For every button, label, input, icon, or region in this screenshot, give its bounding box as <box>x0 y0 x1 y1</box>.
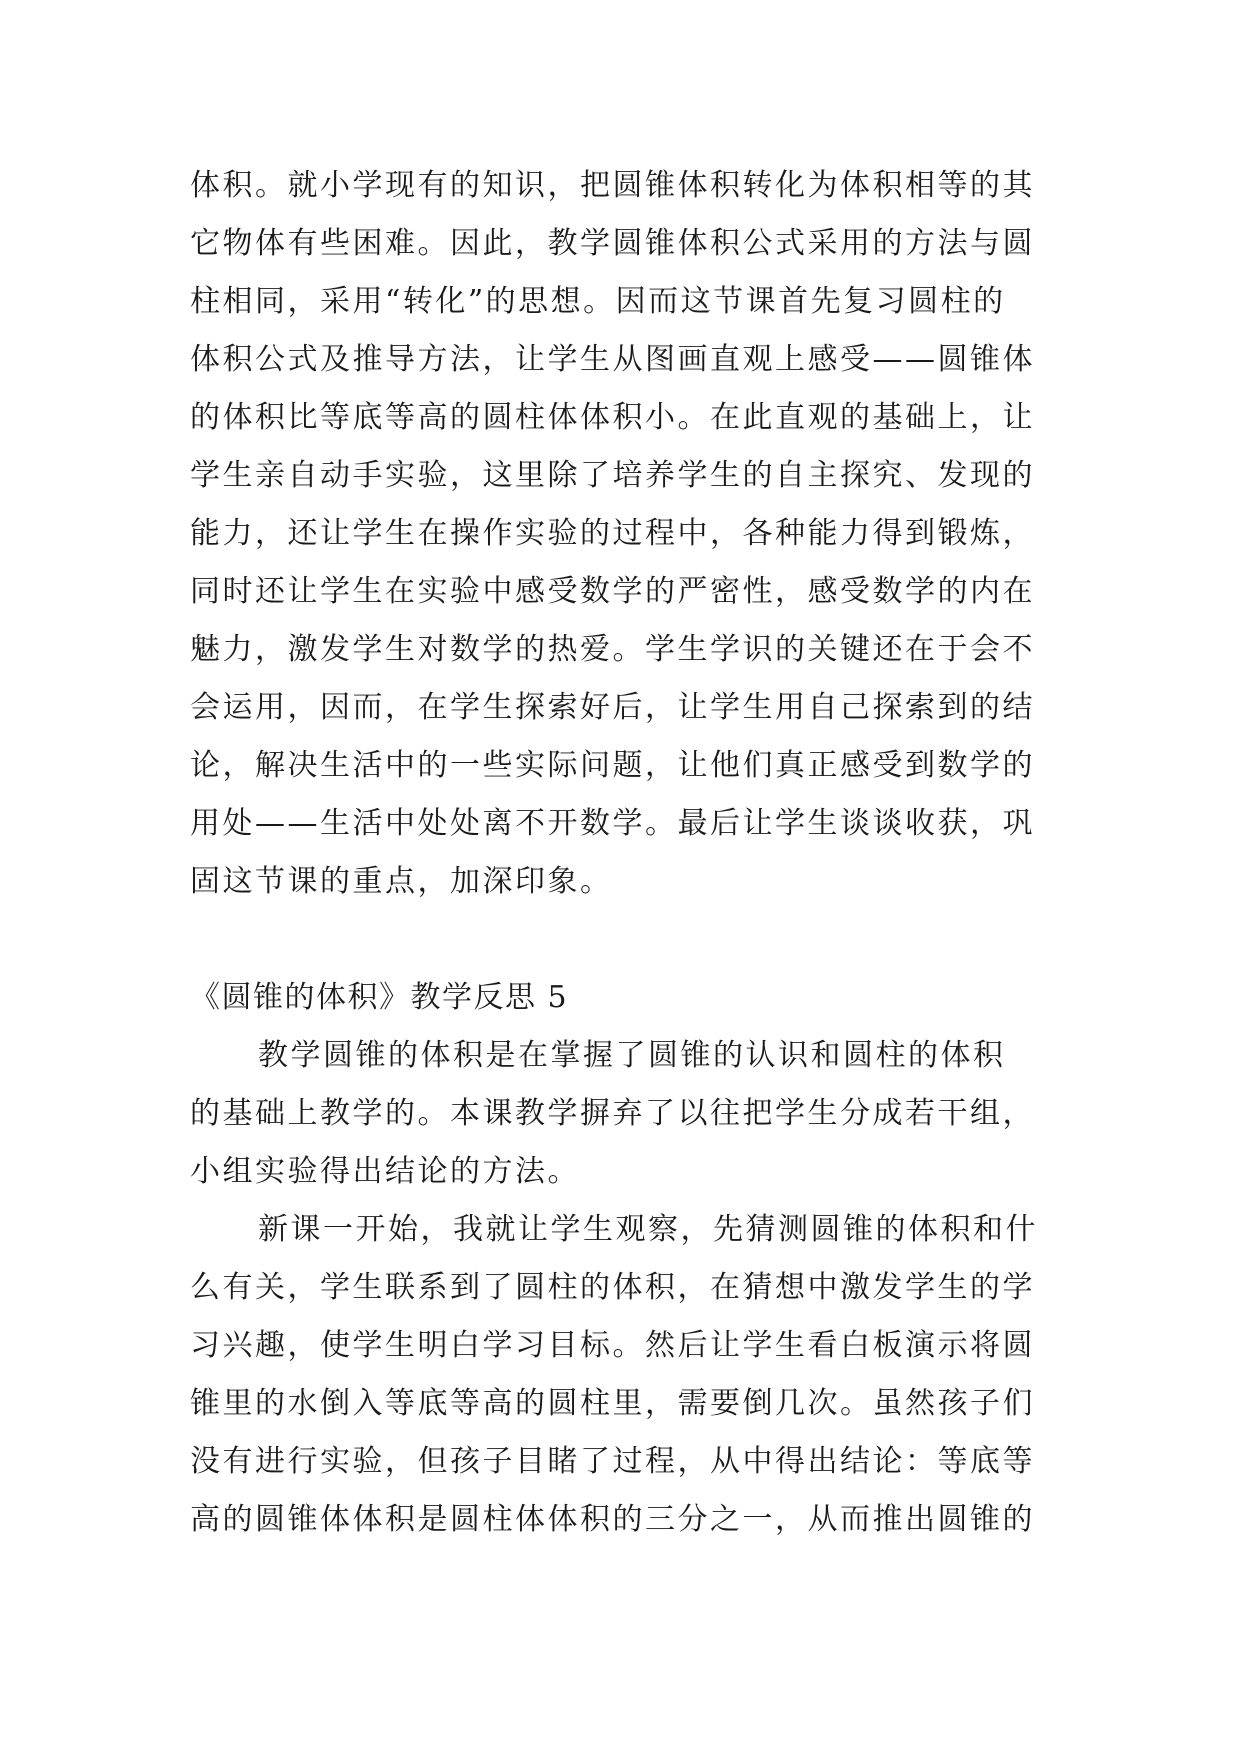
body-text-line: 高的圆锥体体积是圆柱体体积的三分之一，从而推出圆锥的 <box>190 1502 1035 1537</box>
body-text-line: 它物体有些困难。因此，教学圆锥体积公式采用的方法与圆 <box>190 226 1035 261</box>
body-text-line: 柱相同，采用“转化”的思想。因而这节课首先复习圆柱的 <box>190 284 1006 319</box>
body-text-line: 新课一开始，我就让学生观察，先猜测圆锥的体积和什 <box>258 1212 1038 1247</box>
body-text-line: 会运用，因而，在学生探索好后，让学生用自己探索到的结 <box>190 690 1035 725</box>
body-text-line: 能力，还让学生在操作实验的过程中，各种能力得到锻炼， <box>190 516 1035 551</box>
body-text-line: 同时还让学生在实验中感受数学的严密性，感受数学的内在 <box>190 574 1035 609</box>
body-text-line: 么有关，学生联系到了圆柱的体积，在猜想中激发学生的学 <box>190 1270 1035 1305</box>
body-text-line: 体积。就小学现有的知识，把圆锥体积转化为体积相等的其 <box>190 168 1035 203</box>
body-text-line: 论，解决生活中的一些实际问题，让他们真正感受到数学的 <box>190 748 1035 783</box>
body-text-line: 用处——生活中处处离不开数学。最后让学生谈谈收获，巩 <box>190 806 1035 841</box>
body-text-line: 锥里的水倒入等底等高的圆柱里，需要倒几次。虽然孩子们 <box>190 1386 1035 1421</box>
body-text-line: 小组实验得出结论的方法。 <box>190 1154 580 1189</box>
body-text-line: 的体积比等底等高的圆柱体体积小。在此直观的基础上，让 <box>190 400 1035 435</box>
body-text-line: 的基础上教学的。本课教学摒弃了以往把学生分成若干组， <box>190 1096 1035 1131</box>
section-heading: 《圆锥的体积》教学反思 5 <box>190 980 569 1015</box>
body-text-line: 魅力，激发学生对数学的热爱。学生学识的关键还在于会不 <box>190 632 1035 667</box>
body-text-line: 学生亲自动手实验，这里除了培养学生的自主探究、发现的 <box>190 458 1035 493</box>
body-text-line: 体积公式及推导方法，让学生从图画直观上感受——圆锥体 <box>190 342 1035 377</box>
body-text-line: 习兴趣，使学生明白学习目标。然后让学生看白板演示将圆 <box>190 1328 1035 1363</box>
body-text-line: 没有进行实验，但孩子目睹了过程，从中得出结论：等底等 <box>190 1444 1035 1479</box>
body-text-line: 教学圆锥的体积是在掌握了圆锥的认识和圆柱的体积 <box>258 1038 1006 1073</box>
body-text-line: 固这节课的重点，加深印象。 <box>190 864 613 899</box>
